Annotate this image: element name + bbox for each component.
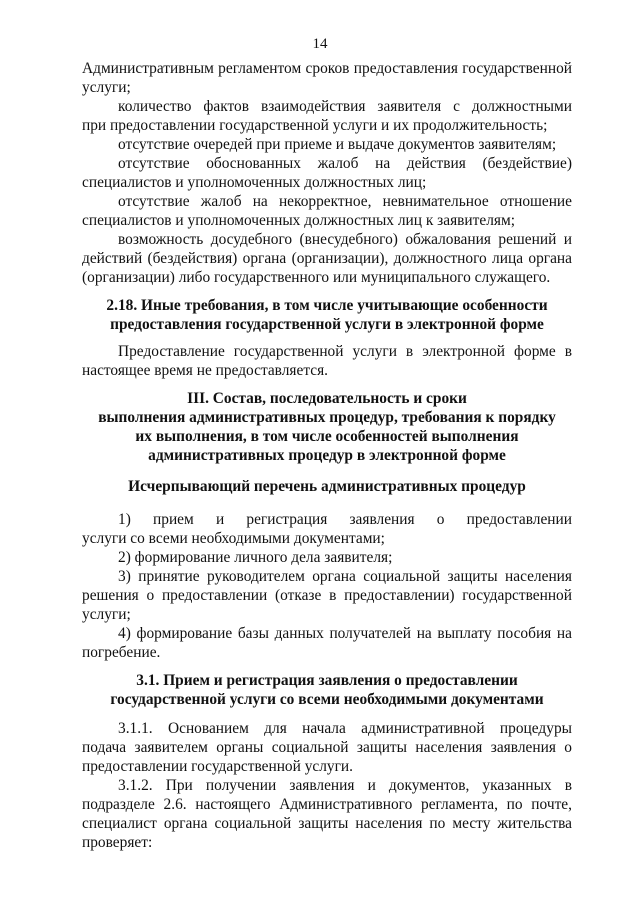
text-line: подразделе 2.6. настоящего Административного регламента, по почте,: [82, 796, 572, 813]
text-line: услуги;: [82, 606, 131, 623]
list-item: 1) прием и регистрация заявления о предоставлении: [118, 511, 572, 528]
text-line: специалистов и уполномоченных должностных лиц;: [82, 174, 427, 191]
page-number: 14: [312, 36, 328, 52]
text-line: отсутствие жалоб на некорректное, невнимательное отношение: [118, 193, 572, 210]
text-line: погребение.: [82, 644, 161, 661]
chapter-heading: их выполнения, в том числе особенностей выполнения: [135, 428, 519, 445]
text-line: предоставлении государственной услуги.: [82, 758, 354, 775]
text-line: отсутствие обоснованных жалоб на действия (бездействие): [118, 155, 572, 172]
text-line: отсутствие очередей при приеме и выдаче документов заявителям;: [118, 136, 557, 153]
text-line: действий (бездействия) органа (организации), должностного лица органа: [82, 250, 572, 267]
list-item: 4) формирование базы данных получателей на выплату пособия на: [118, 625, 572, 642]
subsection-heading: Исчерпывающий перечень административных процедур: [128, 478, 526, 495]
text-line: Предоставление государственной услуги в электронной форме в: [118, 343, 572, 360]
text-line: при предоставлении государственной услуги и их продолжительность;: [82, 117, 548, 134]
chapter-heading: административных процедур в электронной форме: [148, 447, 506, 464]
list-item: 2) формирование личного дела заявителя;: [118, 549, 393, 566]
chapter-heading: выполнения административных процедур, требования к порядку: [98, 409, 556, 426]
text-line: количество фактов взаимодействия заявителя с должностными: [118, 98, 572, 115]
text-line: возможность досудебного (внесудебного) обжалования решений и: [118, 231, 572, 248]
text-line: специалист органа социальной защиты населения по месту жительства: [82, 815, 572, 832]
text-line: проверяет:: [82, 834, 153, 851]
text-line: услуги со всеми необходимыми документами;: [82, 530, 385, 547]
text-line: подача заявителем органы социальной защиты населения заявления о: [82, 739, 572, 756]
text-line: 3.1.1. Основанием для начала административной процедуры: [118, 720, 572, 737]
text-line: настоящее время не предоставляется.: [82, 362, 329, 379]
section-heading: предоставления государственной услуги в электронной форме: [110, 316, 544, 333]
text-line: специалистов и уполномоченных должностных лиц к заявителям;: [82, 212, 515, 229]
section-heading: 2.18. Иные требования, в том числе учитывающие особенности: [106, 297, 548, 314]
text-line: услуги;: [82, 79, 131, 96]
text-line: решения о предоставлении (отказе в предоставлении) государственной: [82, 587, 572, 604]
chapter-heading: III. Состав, последовательность и сроки: [187, 390, 467, 407]
text-line: 3.1.2. При получении заявления и документов, указанных в: [118, 777, 572, 794]
section-heading: 3.1. Прием и регистрация заявления о предоставлении: [136, 672, 518, 689]
text-line: Административным регламентом сроков предоставления государственной: [82, 60, 572, 77]
list-item: 3) принятие руководителем органа социальной защиты населения: [118, 568, 572, 585]
section-heading: государственной услуги со всеми необходимыми документами: [110, 691, 544, 708]
text-line: (организации) либо государственного или муниципального служащего.: [82, 269, 551, 286]
